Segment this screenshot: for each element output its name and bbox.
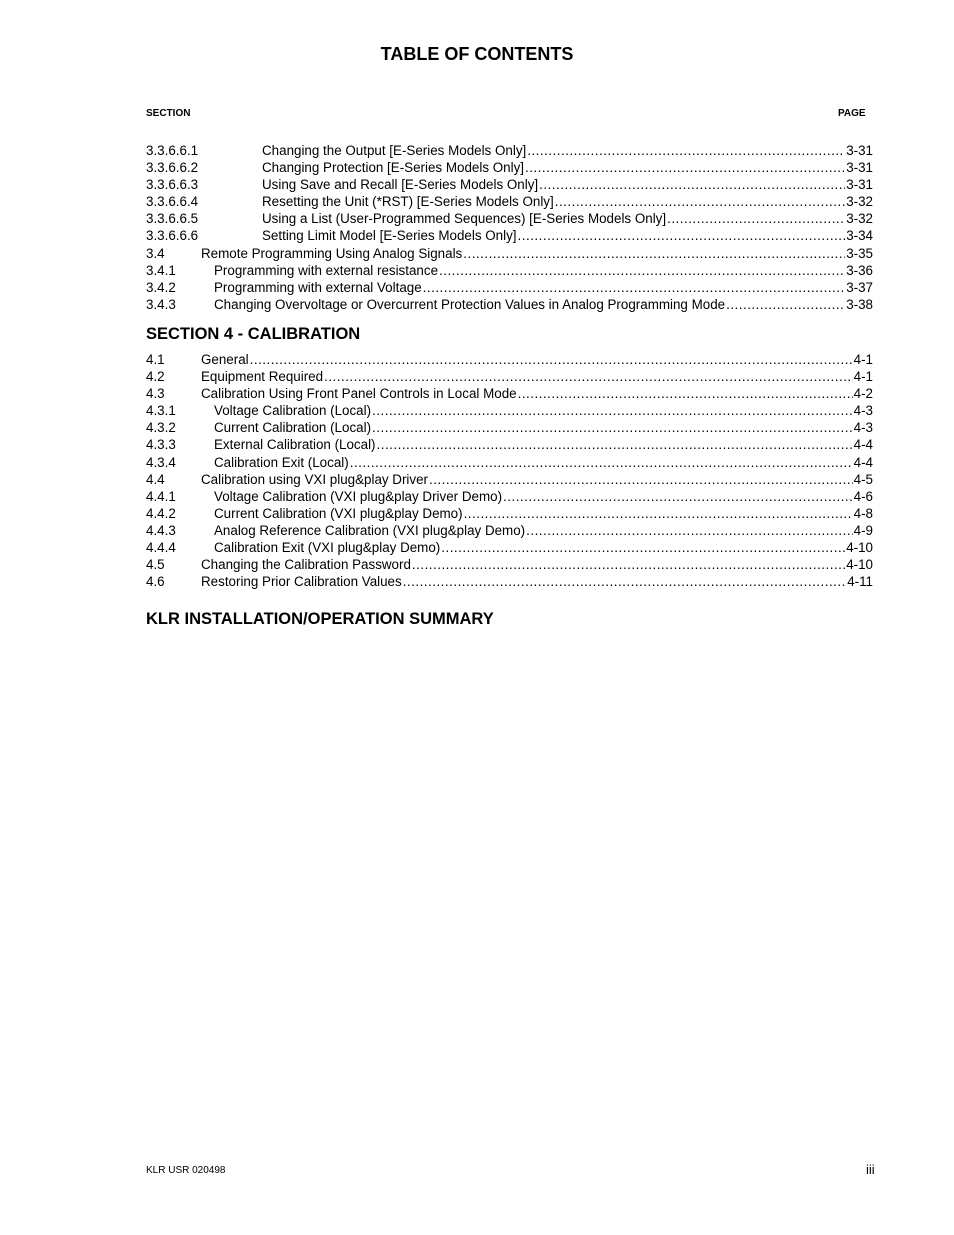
toc-entry-page: 3-37 <box>846 279 873 295</box>
toc-entry-line <box>262 159 873 176</box>
toc-entry-line <box>262 193 873 210</box>
toc-entry-number: 4.4.4 <box>146 540 176 556</box>
toc-entry-title: Calibration Exit (VXI plug&play Demo) <box>214 540 441 556</box>
toc-entry-number: 4.4.1 <box>146 488 176 504</box>
toc-entry-title: Voltage Calibration (VXI plug&play Driver Demo) <box>214 488 503 504</box>
toc-entry <box>146 488 873 505</box>
dot-leader <box>726 296 845 313</box>
dot-leader <box>324 368 853 385</box>
toc-entry-page: 4-1 <box>853 352 873 367</box>
page-column-header: PAGE <box>838 108 866 119</box>
toc-entry-number: 4.4.3 <box>146 522 176 538</box>
toc-entry-title: Changing the Output [E-Series Models Only] <box>262 143 527 158</box>
toc-entry-number: 4.6 <box>146 574 165 590</box>
page-title: TABLE OF CONTENTS <box>380 44 574 64</box>
toc-entry <box>146 351 873 368</box>
toc-entry-page: 4-3 <box>853 420 873 436</box>
toc-entry <box>146 471 873 488</box>
toc-entry <box>146 419 873 436</box>
toc-entry-number: 3.4.2 <box>146 279 176 295</box>
toc-entry-page: 4-8 <box>853 505 873 521</box>
toc-entry <box>146 368 873 385</box>
toc-entry-page: 4-10 <box>846 557 873 573</box>
toc-entry-title: Resetting the Unit (*RST) [E-Series Models Only] <box>262 194 554 210</box>
toc-entry-title: Using Save and Recall [E-Series Models Only] <box>262 177 539 193</box>
toc-entry-number: 4.3 <box>146 386 165 402</box>
dot-leader <box>372 402 853 419</box>
toc-entry <box>146 556 873 573</box>
dot-leader <box>423 279 846 296</box>
toc-entry-title: Using a List (User-Programmed Sequences) [E-Series Models Only] <box>262 211 667 227</box>
footer-doc-id: KLR USR 020498 <box>146 1165 226 1176</box>
toc-entry-line <box>262 210 873 227</box>
toc-entry-title: Changing Protection [E-Series Models Only] <box>262 160 524 176</box>
toc-entry-number: 4.5 <box>146 557 165 573</box>
toc-entry-number: 3.3.6.6.2 <box>146 160 199 176</box>
toc-entry-line <box>262 227 873 244</box>
toc-entry-line <box>214 279 873 296</box>
toc-entry <box>146 210 873 227</box>
toc-entry-title: Calibration Using Front Panel Controls in Local Mode <box>201 386 517 402</box>
toc-entry-title: Analog Reference Calibration (VXI plug&play Demo) <box>214 522 526 538</box>
toc-entry <box>146 296 873 313</box>
toc-entry-line <box>214 402 873 419</box>
dot-leader <box>372 419 853 436</box>
dot-leader <box>403 573 846 590</box>
toc-entry-number: 3.4.3 <box>146 296 176 312</box>
toc-entry-line <box>214 488 873 505</box>
dot-leader <box>525 159 845 176</box>
toc-entry <box>146 454 873 471</box>
toc-entry-title: General <box>201 352 249 367</box>
toc-entry-page: 3-35 <box>846 245 873 261</box>
dot-leader <box>412 556 845 573</box>
toc-entry-page: 3-32 <box>846 211 873 227</box>
toc-entry-page: 3-34 <box>846 228 873 244</box>
toc-entry-title: Current Calibration (VXI plug&play Demo) <box>214 505 463 521</box>
toc-entry-line <box>201 471 873 488</box>
footer-page-number: iii <box>866 1162 875 1177</box>
toc-entry-line <box>214 262 873 279</box>
toc-entry-page: 3-38 <box>846 296 873 312</box>
toc-entry-number: 3.4.1 <box>146 262 176 278</box>
toc-entry-title: Changing the Calibration Password <box>201 557 411 573</box>
toc-entry-page: 4-11 <box>847 574 873 590</box>
toc-entry-number: 4.3.1 <box>146 403 176 419</box>
toc-entry-title: Calibration Exit (Local) <box>214 454 349 470</box>
toc-entry-number: 4.4 <box>146 471 165 487</box>
toc-entry-page: 3-36 <box>846 262 873 278</box>
dot-leader <box>377 436 853 453</box>
toc-entry-line <box>214 419 873 436</box>
toc-entry <box>146 245 873 262</box>
toc-entry-title: External Calibration (Local) <box>214 437 376 453</box>
dot-leader <box>667 210 845 227</box>
toc-entry <box>146 402 873 419</box>
dot-leader <box>441 539 845 556</box>
toc-entry-line <box>214 505 873 522</box>
toc-entry-line <box>214 454 873 471</box>
toc-entry-number: 4.1 <box>146 352 165 367</box>
toc-entry-number: 3.3.6.6.3 <box>146 177 199 193</box>
toc-entry-title: Equipment Required <box>201 369 324 385</box>
dot-leader <box>350 454 853 471</box>
toc-entry-title: Programming with external resistance <box>214 262 439 278</box>
toc-entry-number: 4.3.3 <box>146 437 176 453</box>
toc-entry-line <box>262 176 873 193</box>
dot-leader <box>526 522 853 539</box>
toc-entry-page: 4-4 <box>853 437 873 453</box>
toc-entry-line <box>214 436 873 453</box>
toc-entry-line <box>201 573 873 590</box>
dot-leader <box>527 142 845 159</box>
toc-entry-title: Restoring Prior Calibration Values <box>201 574 402 590</box>
toc-entry-number: 3.3.6.6.5 <box>146 211 199 227</box>
toc-entry-line <box>214 296 873 313</box>
toc-entry-number: 4.4.2 <box>146 505 176 521</box>
toc-entry <box>146 193 873 210</box>
dot-leader <box>503 488 853 505</box>
toc-entry-page: 4-4 <box>853 454 873 470</box>
toc-entry-page: 4-9 <box>853 522 873 538</box>
toc-entry-page: 4-6 <box>853 488 873 504</box>
toc-entry-title: Current Calibration (Local) <box>214 420 372 436</box>
toc-entry-page: 3-32 <box>846 194 873 210</box>
toc-entry <box>146 279 873 296</box>
toc-list-section-4 <box>146 351 873 590</box>
toc-entry-line <box>201 368 873 385</box>
toc-entry-number: 4.2 <box>146 369 165 385</box>
toc-entry <box>146 227 873 244</box>
toc-entry-number: 3.3.6.6.1 <box>146 143 199 158</box>
toc-entry <box>146 262 873 279</box>
toc-entry-page: 3-31 <box>846 177 873 193</box>
toc-entry-line <box>201 351 873 368</box>
toc-entry <box>146 385 873 402</box>
dot-leader <box>555 193 845 210</box>
toc-entry-title: Remote Programming Using Analog Signals <box>201 245 463 261</box>
toc-entry-line <box>201 385 873 402</box>
toc-entry-line <box>201 245 873 262</box>
toc-entry <box>146 176 873 193</box>
toc-entry-number: 4.3.4 <box>146 454 176 470</box>
toc-entry <box>146 522 873 539</box>
toc-entry-number: 3.3.6.6.6 <box>146 228 199 244</box>
toc-entry-title: Voltage Calibration (Local) <box>214 403 372 419</box>
dot-leader <box>429 471 853 488</box>
summary-heading: KLR INSTALLATION/OPERATION SUMMARY <box>146 610 494 628</box>
toc-entry <box>146 505 873 522</box>
toc-entry-line <box>214 522 873 539</box>
toc-entry-title: Changing Overvoltage or Overcurrent Protection Values in Analog Programming Mode <box>214 296 726 312</box>
toc-entry-page: 4-3 <box>853 403 873 419</box>
toc-entry-page: 4-5 <box>853 471 873 487</box>
dot-leader <box>463 245 845 262</box>
toc-entry-page: 3-31 <box>846 143 873 158</box>
section-column-header: SECTION <box>146 108 191 119</box>
toc-entry-line <box>262 142 873 159</box>
toc-entry <box>146 159 873 176</box>
toc-entry-number: 3.4 <box>146 245 165 261</box>
dot-leader <box>518 385 853 402</box>
dot-leader <box>539 176 845 193</box>
dot-leader <box>439 262 845 279</box>
dot-leader <box>250 351 853 368</box>
toc-entry <box>146 142 873 159</box>
toc-list-section-3 <box>146 142 873 313</box>
section-4-heading: SECTION 4 - CALIBRATION <box>146 325 361 343</box>
toc-entry-page: 3-31 <box>846 160 873 176</box>
toc-entry-page: 4-1 <box>853 369 873 385</box>
toc-entry <box>146 573 873 590</box>
toc-entry-number: 4.3.2 <box>146 420 176 436</box>
toc-entry-line <box>214 539 873 556</box>
toc-entry-title: Calibration using VXI plug&play Driver <box>201 471 429 487</box>
toc-entry-page: 4-2 <box>853 386 873 402</box>
toc-entry-title: Setting Limit Model [E-Series Models Only] <box>262 228 517 244</box>
toc-entry <box>146 436 873 453</box>
dot-leader <box>518 227 846 244</box>
toc-entry-title: Programming with external Voltage <box>214 279 422 295</box>
toc-entry <box>146 539 873 556</box>
toc-entry-page: 4-10 <box>846 540 873 556</box>
dot-leader <box>464 505 853 522</box>
toc-entry-number: 3.3.6.6.4 <box>146 194 199 210</box>
toc-entry-line <box>201 556 873 573</box>
